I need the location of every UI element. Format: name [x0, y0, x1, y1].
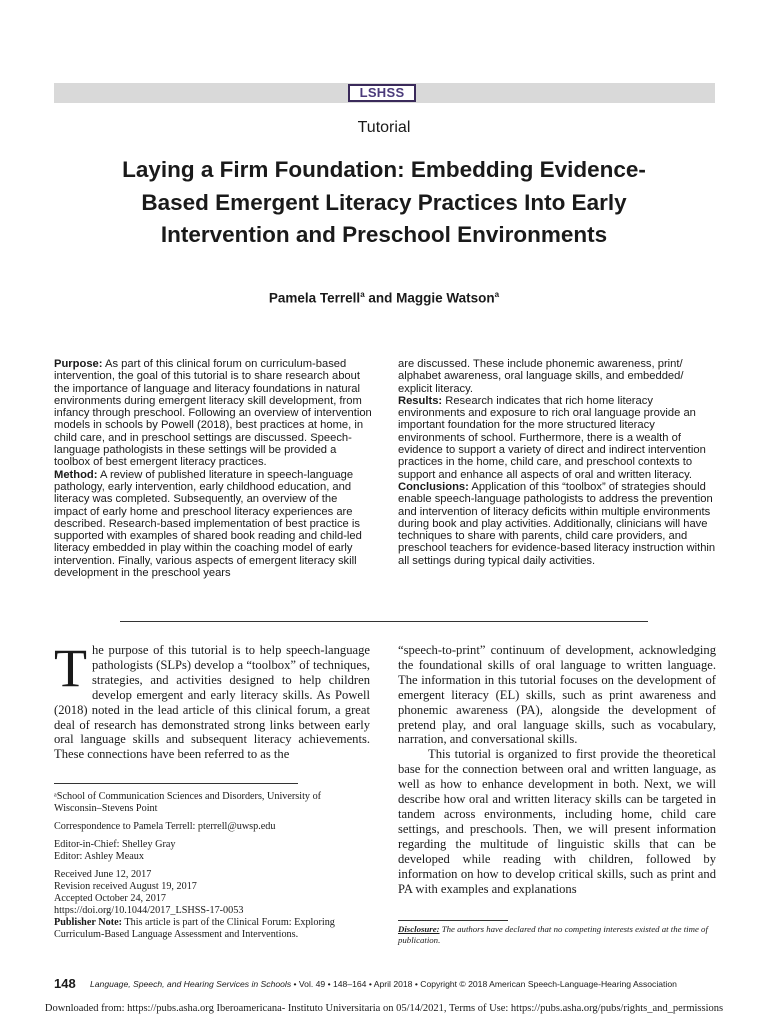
abstract-right-column — [398, 358, 716, 567]
body-left-column — [54, 638, 370, 762]
disclosure — [398, 924, 716, 946]
footnote-doi-link[interactable]: https://doi.org/10.1044/2017_LSHSS-17-0053 — [54, 905, 244, 916]
footnotes — [54, 791, 370, 941]
footer-citation-details: • Vol. 49 • 148–164 • April 2018 • Copyright © 2018 American Speech-Language-Hearing Association — [291, 979, 677, 989]
abstract-results — [398, 395, 716, 481]
journal-badge: LSHSS — [348, 84, 416, 102]
footnote-divider — [54, 783, 298, 784]
abstract-purpose-label: Purpose: — [54, 358, 103, 370]
footnote-editor-in-chief: Editor-in-Chief: Shelley Gray — [54, 839, 176, 850]
abstract-conclusions-text: Application of this “toolbox” of strategies should enable speech-language pathologists to address the prevention and intervention of literacy deficits within multiple environments during book and play activities. Additionally, clinicians will have techniques to share with parents, child care providers, and preschool teachers for evidence-based literacy instruction within all settings during typical daily activities. — [398, 480, 716, 567]
abstract-divider — [120, 621, 648, 622]
disclosure-label: Disclosure: — [398, 924, 440, 934]
article-title: Laying a Firm Foundation: Embedding Evidence-Based Emergent Literacy Practices Into Early Intervention and Preschool Environments — [122, 157, 646, 247]
body-paragraph: “speech-to-print” continuum of development, acknowledging the foundational skills of oral language to written language. The information in this tutorial focuses on the development of emergent literacy (EL) skills, such as print awareness and phonemic awareness (PA), alongside the development of pretend play, and oral language skills, such as vocabulary, narration, and conversational skills. — [398, 643, 716, 747]
publisher-note-label: Publisher Note: — [54, 917, 123, 928]
abstract-conclusions-label: Conclusions: — [398, 480, 469, 493]
abstract-method-continued: are discussed. These include phonemic awareness, print/ alphabet awareness, oral language skills, and embedded/ explicit literacy. — [398, 358, 684, 395]
abstract-method-text: A review of published literature in speech-language pathology, early intervention, early childhood education, and literacy was completed. Subsequently, an overview of the impact of early home and preschool literacy experiences are described. Research-based implementation of best practice is supported with examples of shared book reading and child-led literacy embedded in play within the coaching model of early intervention. Finally, various aspects of emergent literacy skill development in the preschool years — [54, 468, 362, 580]
author-affiliation-mark: a — [494, 290, 500, 299]
abstract-conclusions — [398, 481, 716, 567]
footnote-correspondence: Correspondence to Pamela Terrell: pterrell@uwsp.edu — [54, 821, 276, 832]
footnote-editor: Editor: Ashley Meaux — [54, 851, 144, 862]
footnote-revision: Revision received August 19, 2017 — [54, 881, 197, 892]
footer-journal-name: Language, Speech, and Hearing Services in Schools — [90, 979, 292, 989]
abstract-results-text: Research indicates that rich home literacy environments and exposure to rich oral language provide an important foundation for the more structured literacy environments of school. Furthermore, there is a wealth of evidence to support a variety of direct and indirect intervention practices in the home, child care, and preschool contexts to support and enhance all aspects of oral and written literacy. — [398, 394, 706, 481]
abstract-method-label: Method: — [54, 468, 98, 481]
footnote-affiliation: ᵃSchool of Communication Sciences and Disorders, University of Wisconsin–Stevens Point — [54, 791, 322, 814]
footer-citation — [90, 979, 677, 989]
body-right-column — [398, 643, 716, 896]
abstract-purpose — [54, 358, 372, 469]
footnote-publisher-note — [54, 917, 370, 941]
drop-cap: T — [54, 638, 87, 698]
abstract-left-column — [54, 358, 372, 579]
body-intro-text: he purpose of this tutorial is to help speech-language pathologists (SLPs) develop a “toolbox” of techniques, strategies, and activities designed to help children develop emergent and early literacy skills. As Powell (2018) noted in the lead article of this clinical forum, a great deal of research has demonstrated strong links between early oral language skills and subsequent literacy achievements. These connections have been referred to as the — [54, 643, 370, 762]
abstract-results-label: Results: — [398, 394, 443, 407]
disclosure-divider — [398, 920, 508, 921]
abstract-purpose-text: As part of this clinical forum on curriculum-based intervention, the goal of this tutorial is to share research about the importance of language and literacy foundations in natural environments during emergent literacy skill development, from infancy through preschool. Following an overview of intervention models in schools by Powell (2018), best practices at home, in child care, and in preschool settings are discussed. Speech-language pathologists in these settings will be provided a toolbox of best emergent literacy practices. — [54, 358, 372, 469]
abstract-method — [54, 469, 372, 580]
article-type: Tutorial — [357, 119, 411, 136]
download-notice: Downloaded from: https://pubs.asha.org Iberoamericana- Instituto Universitaria on 05/14/2021, Terms of Use: https://pubs.asha.org/pubs/rights_and_permissions — [44, 1003, 724, 1014]
body-intro-paragraph — [54, 638, 370, 762]
publisher-note-text: This article is part of the Clinical Forum: Exploring Curriculum-Based Language Assessment and Interventions. — [54, 917, 335, 940]
disclosure-text: The authors have declared that no competing interests existed at the time of publication. — [398, 924, 708, 945]
footnote-accepted: Accepted October 24, 2017 — [54, 893, 167, 904]
author-name: Pamela Terrell — [268, 290, 361, 306]
author-affiliation-mark: a — [360, 290, 365, 299]
body-paragraph: This tutorial is organized to first provide the theoretical base for the connection between oral and written language, as well as how to enhance development in both. Next, we will describe how oral and written literacy skills can be targeted in tandem across environments, including home, child care settings, and preschools. Then, we will present information regarding the multitude of linguistic skills that can be developed while reading with children, followed by information on how to develop critical skills, such as print and PA with examples and explanations — [398, 747, 716, 896]
footnote-received: Received June 12, 2017 — [54, 869, 152, 880]
author-name: Maggie Watson — [396, 290, 495, 306]
page-number: 148 — [54, 976, 76, 991]
author-joiner: and — [364, 290, 397, 306]
author-line — [0, 290, 768, 306]
